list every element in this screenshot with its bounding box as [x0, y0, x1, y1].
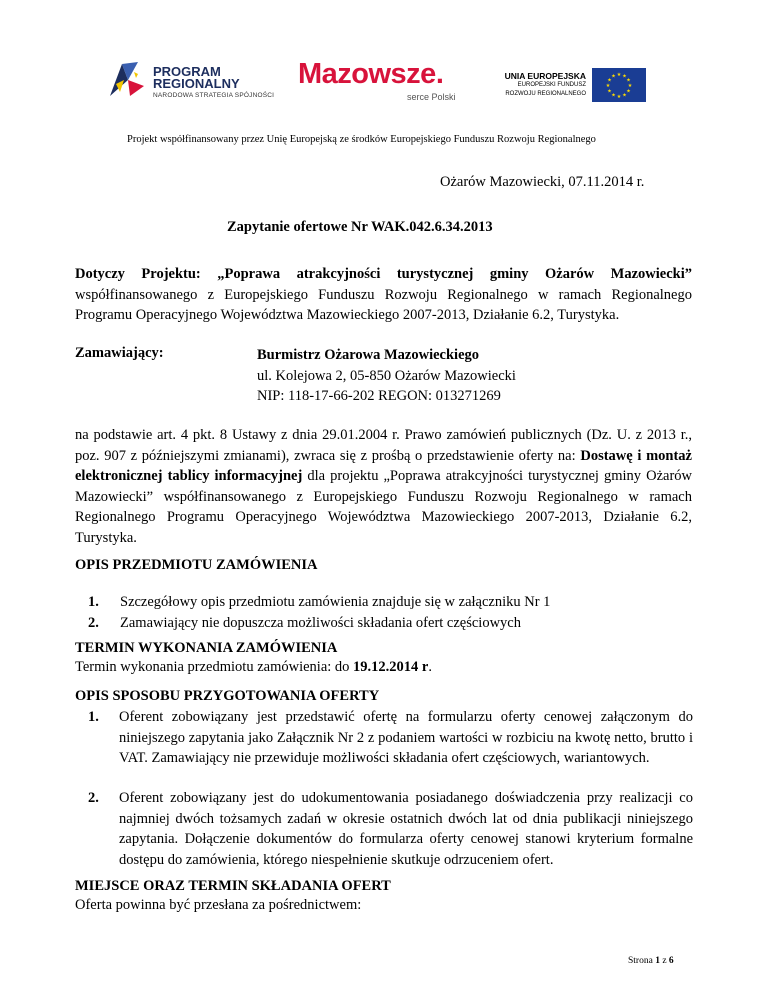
request-paragraph [75, 425, 692, 548]
program-line1: PROGRAM [153, 64, 221, 79]
svg-text:★: ★ [626, 77, 631, 84]
footer-mid: z [659, 956, 669, 966]
project-title: Dotyczy Projektu: „Poprawa atrakcyjności turystycznej gminy Ożarów Mazowiecki” [75, 266, 692, 282]
request-part2: dla projektu „Poprawa atrakcyjności turystycznej gminy Ożarów Mazowiecki” współfinansowanego z Europejskiego Funduszu Rozwoju Regionalnego w ramach Regionalnego Programu Operacyjnego Województwa Mazowieckiego 2007-2013, Działanie 6.2, Turystyka. [75, 468, 692, 546]
section-submission-heading: MIEJSCE ORAZ TERMIN SKŁADANIA OFERT [75, 878, 391, 894]
deadline-date: 19.12.2014 r [353, 659, 429, 675]
request-subject: Dostawę i montaż elektronicznej tablicy informacyjnej [75, 447, 692, 484]
ordering-address: ul. Kolejowa 2, 05-850 Ożarów Mazowiecki [257, 367, 516, 384]
program-regionalny-text [153, 66, 274, 102]
footer-page-number: 1 [655, 956, 660, 966]
svg-text:★: ★ [611, 73, 616, 80]
project-paragraph [75, 264, 692, 326]
svg-text:★: ★ [622, 73, 627, 80]
list-item-number: 1. [88, 709, 99, 725]
deadline-text [75, 659, 432, 676]
list-item-text: Oferent zobowiązany jest do udokumentowania posiadanego doświadczenia przy realizacji co najmniej dwóch tożsamych zadań w okresie ostatnich dwóch lat od dnia publikacji niniejszego zapytania. Dołączenie dokumentów do formularza oferty cenowej stanowi kryterium formalne dostępu do zamówienia, którego niespełnienie skutkuje odrzuceniem ofert. [119, 790, 693, 868]
program-regionalny-logo-icon [108, 60, 146, 98]
deadline-end: . [428, 659, 432, 675]
mazowsze-logo: Mazowsze. [298, 58, 444, 90]
footer-prefix: Strona [628, 956, 656, 966]
document-title: Zapytanie ofertowe Nr WAK.042.6.34.2013 [227, 219, 493, 235]
list-item-number: 2. [88, 614, 99, 631]
svg-text:★: ★ [627, 83, 633, 89]
ordering-label: Zamawiający: [75, 345, 164, 361]
svg-text:★: ★ [616, 94, 622, 100]
list-item [88, 707, 693, 791]
svg-text:★: ★ [605, 83, 611, 89]
eu-logo-text [494, 72, 586, 99]
svg-text:★: ★ [616, 72, 622, 78]
mazowsze-subtitle: serce Polski [407, 92, 456, 102]
ordering-name: Burmistrz Ożarowa Mazowieckiego [257, 347, 480, 363]
document-date: Ożarów Mazowiecki, 07.11.2014 r. [440, 174, 645, 190]
svg-text:★: ★ [622, 92, 627, 99]
eu-line1: UNIA EUROPEJSKA [504, 71, 586, 81]
logo-header [0, 56, 768, 116]
eu-line2: EUROPEJSKI FUNDUSZ [517, 82, 586, 88]
footer-total-pages: 6 [668, 956, 674, 966]
section-deadline-heading: TERMIN WYKONANIA ZAMÓWIENIA [75, 640, 338, 656]
request-part1: na podstawie art. 4 pkt. 8 Ustawy z dnia 29.01.2004 r. Prawo zamówień publicznych (Dz. U. z 2013 r., poz. 907 z późniejszymi zmianami), zwraca się z prośbą o przedstawienie oferty na: [75, 427, 692, 464]
list-item-number: 1. [88, 594, 99, 610]
eu-line3: ROZWOJU REGIONALNEGO [505, 91, 586, 97]
cofinanced-note: Projekt współfinansowany przez Unię Europejską ze środków Europejskiego Funduszu Rozwoju Regionalnego [127, 134, 596, 145]
list-item-number: 2. [88, 790, 99, 806]
svg-text:★: ★ [607, 88, 612, 95]
deadline-label: Termin wykonania przedmiotu zamówienia: do [75, 659, 354, 675]
section-description-heading: OPIS PRZEDMIOTU ZAMÓWIENIA [75, 557, 318, 573]
program-subtitle: NARODOWA STRATEGIA SPÓJNOŚCI [153, 92, 275, 99]
svg-text:★: ★ [607, 77, 612, 84]
project-description: współfinansowanego z Europejskiego Funduszu Rozwoju Regionalnego w ramach Regionalnego Programu Operacyjnego Województwa Mazowieckiego 2007-2013, Działanie 6.2, Turystyka. [75, 286, 692, 323]
list-item [88, 788, 693, 872]
program-line2: REGIONALNY [153, 76, 240, 91]
svg-text:★: ★ [626, 88, 631, 95]
section-offer-prep-heading: OPIS SPOSOBU PRZYGOTOWANIA OFERTY [75, 688, 380, 704]
submission-text: Oferta powinna być przesłana za pośrednictwem: [75, 897, 362, 913]
svg-text:★: ★ [611, 92, 616, 99]
list-item-text: Oferent zobowiązany jest przedstawić ofertę na formularzu oferty cenowej załączonym do niniejszego zapytania jako Załącznik Nr 2 z podaniem wartości w rozbiciu na kwotę netto, brutto i VAT. Zamawiający nie przewiduje możliwości składania ofert częściowych, wariantowych. [119, 709, 693, 766]
list-item-text: Szczegółowy opis przedmiotu zamówienia znajduje się w załączniku Nr 1 [120, 594, 551, 610]
ordering-details [257, 345, 516, 407]
page-footer [628, 956, 674, 966]
list-item-text: Zamawiający nie dopuszcza możliwości składania ofert częściowych [120, 614, 521, 631]
eu-flag-icon [592, 68, 646, 102]
ordering-ids: NIP: 118-17-66-202 REGON: 013271269 [257, 388, 501, 404]
